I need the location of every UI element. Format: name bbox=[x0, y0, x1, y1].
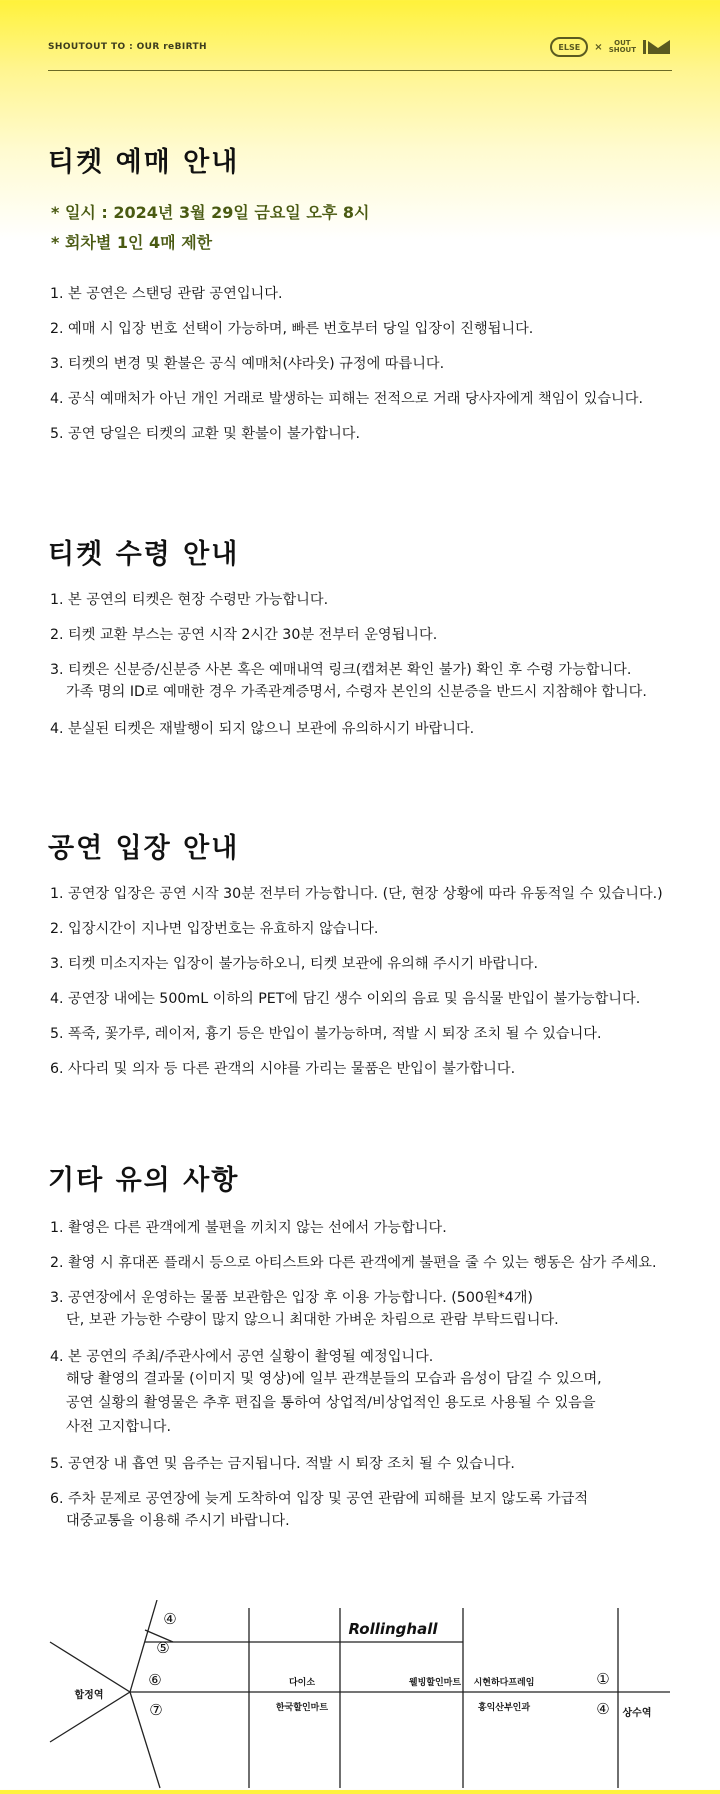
outshout-logo-top: OUT bbox=[614, 39, 631, 47]
exit-1-right-marker: ① bbox=[596, 1670, 610, 1688]
entry-title: 공연 입장 안내 bbox=[48, 833, 240, 864]
etc-list bbox=[50, 1218, 657, 1548]
list-item: 3. 공연장에서 운영하는 물품 보관함은 입장 후 이용 가능합니다. (500원*4개) 단, 보관 가능한 수량이 많지 않으니 최대한 가벼운 차림으로 관람 부탁드립니다. bbox=[50, 1288, 657, 1332]
exit-4-right-marker: ④ bbox=[596, 1700, 610, 1718]
list-item-detail: 대중교통을 이용해 주시기 바랍니다. bbox=[66, 1513, 290, 1529]
page-header bbox=[48, 30, 672, 71]
hapjeong-station-label: 합정역 bbox=[74, 1690, 104, 1701]
korea-mart-label: 한국할인마트 bbox=[275, 1703, 329, 1713]
list-item: 1. 본 공연은 스탠딩 관람 공연입니다. bbox=[50, 286, 283, 302]
list-item: 4. 공식 예매처가 아닌 개인 거래로 발생하는 피해는 전적으로 거래 당사자에게 책임이 있습니다. bbox=[50, 391, 643, 407]
outshout-logo-bottom: SHOUT bbox=[608, 46, 636, 54]
ticket-pickup-title: 티켓 수령 안내 bbox=[48, 539, 240, 570]
exit-5-marker: ⑤ bbox=[156, 1639, 170, 1657]
daiso-label: 다이소 bbox=[288, 1678, 316, 1688]
wellbing-mart-label: 웰빙할인마트 bbox=[408, 1678, 462, 1688]
entry-list bbox=[50, 884, 663, 1094]
list-item: 4. 공연장 내에는 500mL 이하의 PET에 담긴 생수 이외의 음료 및 음식물 반입이 불가능합니다. bbox=[50, 991, 641, 1007]
ticket-booking-title: 티켓 예매 안내 bbox=[48, 147, 240, 178]
frame-studio-label: 시현하다프레임 bbox=[473, 1678, 535, 1688]
exit-4-top-marker: ④ bbox=[163, 1610, 177, 1628]
list-item: 3. 티켓은 신분증/신분증 사본 혹은 예매내역 링크(캡쳐본 확인 불가) 확인 후 수령 가능합니다. 가족 명의 ID로 예매한 경우 가족관계증명서, 수령자 본인의 신분증을 반드시 지참해야 합니다. bbox=[50, 660, 647, 704]
list-item: 2. 예매 시 입장 번호 선택이 가능하며, 빠른 번호부터 당일 입장이 진행됩니다. bbox=[50, 321, 534, 337]
sangsu-station-label: 상수역 bbox=[622, 1708, 652, 1719]
venue-label: Rollinghall bbox=[348, 1620, 438, 1638]
list-item: 6. 사다리 및 의자 등 다른 관객의 시야를 가리는 물품은 반입이 불가합니다. bbox=[50, 1061, 516, 1077]
list-item: 6. 주차 문제로 공연장에 늦게 도착하여 입장 및 공연 관람에 피해를 보지 않도록 가급적 대중교통을 이용해 주시기 바랍니다. bbox=[50, 1489, 657, 1533]
list-item: 2. 입장시간이 지나면 입장번호는 유효하지 않습니다. bbox=[50, 921, 379, 937]
list-item: 5. 폭죽, 꽃가루, 레이저, 흉기 등은 반입이 불가능하며, 적발 시 퇴장 조치 될 수 있습니다. bbox=[50, 1026, 602, 1042]
list-item: 4. 분실된 티켓은 재발행이 되지 않으니 보관에 유의하시기 바랍니다. bbox=[50, 721, 475, 737]
ticket-pickup-list bbox=[50, 590, 647, 754]
event-date-note: * 일시 : 2024년 3월 29일 금요일 오후 8시 bbox=[51, 203, 370, 222]
list-item-detail: 공연 실황의 촬영물은 추후 편집을 통하여 상업적/비상업적인 용도로 사용될 수 있음을 bbox=[66, 1395, 596, 1411]
else-logo: ELSE bbox=[550, 37, 588, 57]
list-item: 5. 공연장 내 흡연 및 음주는 금지됩니다. 적발 시 퇴장 조치 될 수 있습니다. bbox=[50, 1456, 515, 1472]
list-item-detail: 해당 촬영의 결과물 (이미지 및 영상)에 일부 관객분들의 모습과 음성이 담길 수 있으며, bbox=[66, 1371, 602, 1387]
list-item: 3. 티켓 미소지자는 입장이 불가능하오니, 티켓 보관에 유의해 주시기 바랍니다. bbox=[50, 956, 539, 972]
venue-map bbox=[45, 1600, 675, 1790]
exit-7-marker: ⑦ bbox=[149, 1701, 163, 1719]
list-item: 2. 촬영 시 휴대폰 플래시 등으로 아티스트와 다른 관객에게 불편을 줄 수 있는 행동은 삼가 주세요. bbox=[50, 1255, 657, 1271]
ticket-booking-notes bbox=[51, 198, 369, 258]
list-item-detail: 가족 명의 ID로 예매한 경우 가족관계증명서, 수령자 본인의 신분증을 반드시 지참해야 합니다. bbox=[66, 684, 647, 700]
etc-title: 기타 유의 사항 bbox=[48, 1165, 240, 1196]
venue-map-svg bbox=[45, 1600, 675, 1790]
list-item: 4. 본 공연의 주최/주관사에서 공연 실황이 촬영될 예정입니다. 해당 촬영의 결과물 (이미지 및 영상)에 일부 관객분들의 모습과 음성이 담길 수 있으며, 공연 실황의 촬영물은 추후 편집을 통하여 상업적/비상업적인 용도로 사용될 수 있음을 사전 고지합니다. bbox=[50, 1347, 657, 1439]
outshout-mark-icon bbox=[642, 39, 672, 55]
list-item: 3. 티켓의 변경 및 환불은 공식 예매처(샤라웃) 규정에 따릅니다. bbox=[50, 356, 445, 372]
ticket-booking-list bbox=[50, 284, 643, 459]
partner-logos bbox=[550, 36, 672, 58]
list-item: 2. 티켓 교환 부스는 공연 시작 2시간 30분 전부터 운영됩니다. bbox=[50, 627, 438, 643]
ticket-limit-note: * 회차별 1인 4매 제한 bbox=[51, 233, 213, 252]
list-item: 5. 공연 당일은 티켓의 교환 및 환불이 불가합니다. bbox=[50, 426, 361, 442]
logo-separator: × bbox=[594, 41, 603, 53]
list-item: 1. 촬영은 다른 관객에게 불편을 끼치지 않는 선에서 가능합니다. bbox=[50, 1220, 447, 1236]
list-item: 1. 공연장 입장은 공연 시작 30분 전부터 가능합니다. (단, 현장 상황에 따라 유동적일 수 있습니다.) bbox=[50, 886, 663, 902]
outshout-logo bbox=[609, 40, 636, 54]
list-item: 1. 본 공연의 티켓은 현장 수령만 가능합니다. bbox=[50, 592, 329, 608]
list-item-detail: 단, 보관 가능한 수량이 많지 않으니 최대한 가벼운 차림으로 관람 부탁드립니다. bbox=[66, 1312, 559, 1328]
event-tagline: SHOUTOUT TO : OUR reBIRTH bbox=[48, 42, 207, 52]
clinic-label: 홍익산부인과 bbox=[477, 1703, 531, 1713]
list-item-detail: 사전 고지합니다. bbox=[66, 1419, 171, 1435]
exit-6-marker: ⑥ bbox=[148, 1671, 162, 1689]
